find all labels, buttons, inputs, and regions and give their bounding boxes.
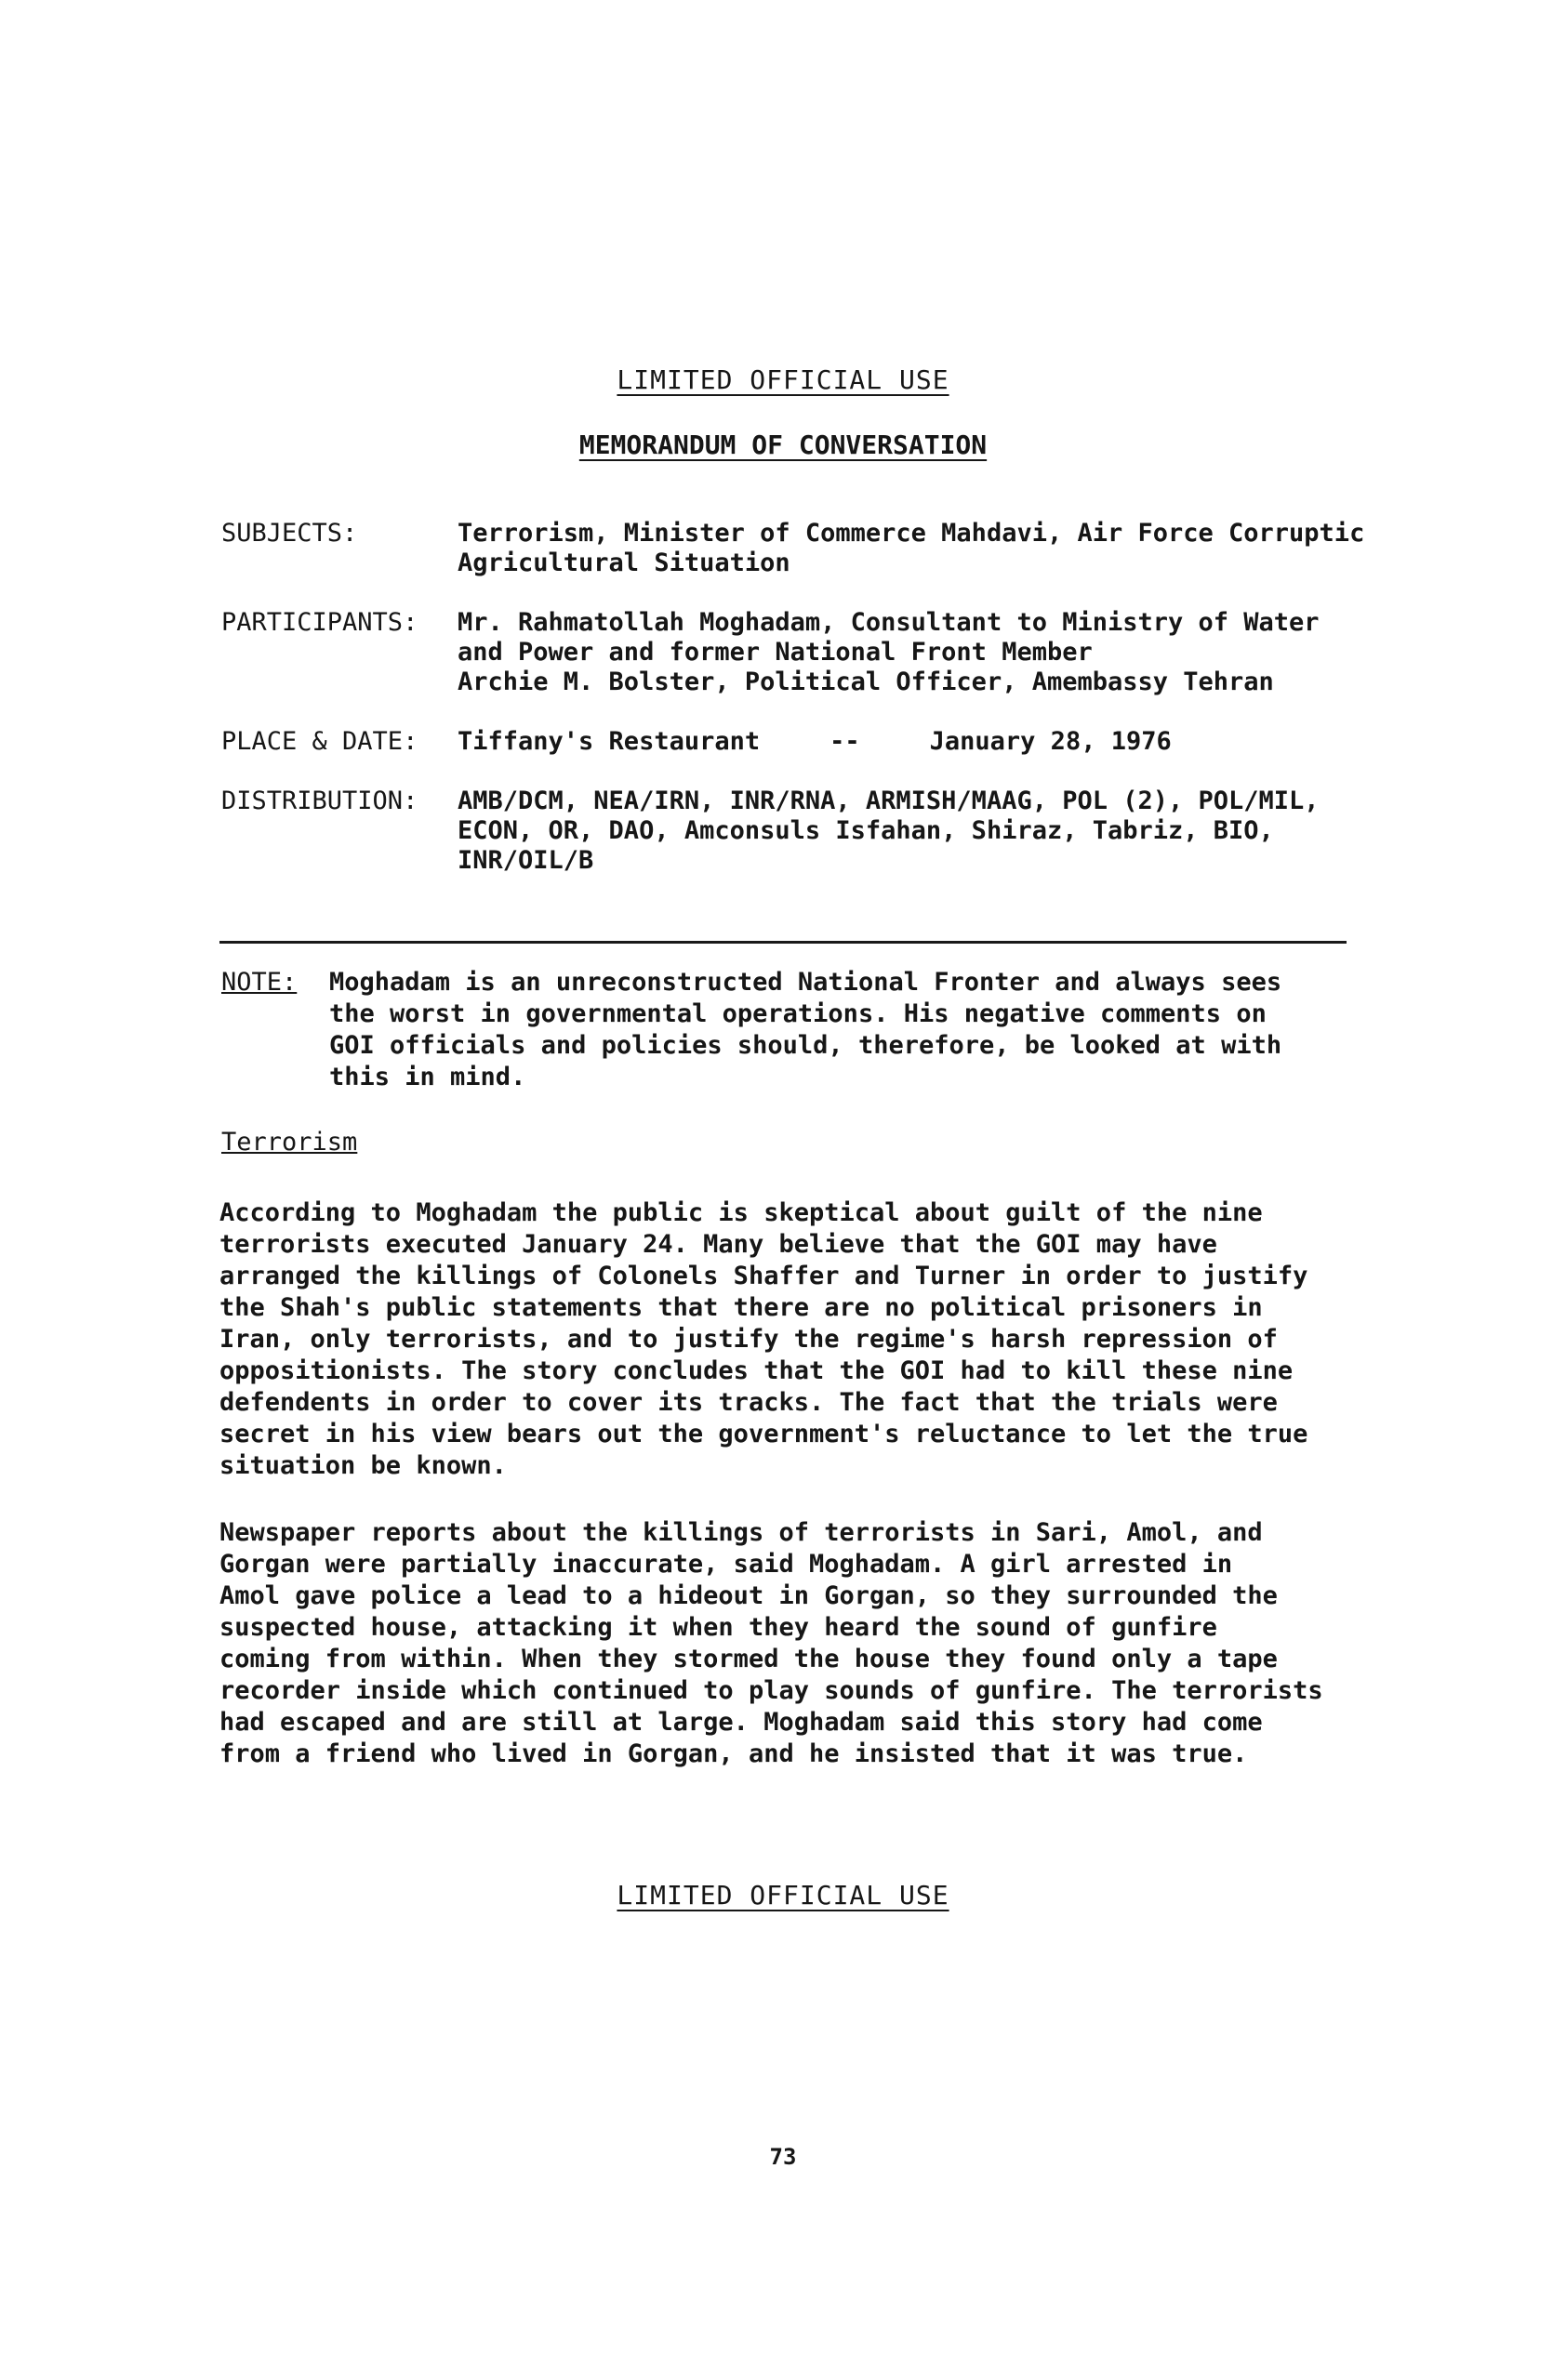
place-value: Tiffany's Restaurant [458,727,761,756]
paragraph-line: terrorists executed January 24. Many believe that the GOI may have [219,1230,1217,1259]
paragraph-line: had escaped and are still at large. Moghadam said this story had come [219,1708,1263,1737]
distribution-row [221,787,1421,876]
place-date-label: PLACE & DATE: [221,727,418,756]
distribution-label: DISTRIBUTION: [221,787,418,815]
paragraph-line: Amol gave police a lead to a hideout in Gorgan, so they surrounded the [219,1581,1278,1610]
paragraph-line: suspected house, attacking it when they heard the sound of gunfire [219,1613,1217,1642]
paragraph-line: coming from within. When they stormed the house they found only a tape [219,1645,1278,1673]
paragraph-line: situation be known. [219,1451,507,1480]
distribution-value [458,787,1421,876]
classification-marking-top: LIMITED OFFICIAL USE [617,364,949,395]
distribution-line: INR/OIL/B [458,846,594,875]
participants-label: PARTICIPANTS: [221,608,418,637]
note-body [329,967,1393,1093]
note-block [221,967,1393,1093]
participants-row [221,608,1421,697]
paragraph-line: the Shah's public statements that there are no political prisoners in [219,1293,1263,1322]
paragraph-line: According to Moghadam the public is skeptical about guilt of the nine [219,1198,1263,1227]
subjects-line: Terrorism, Minister of Commerce Mahdavi, Air Force Corruptic [458,519,1365,548]
date-value: January 28, 1976 [929,727,1172,756]
subjects-row [221,519,1421,578]
place-date-row [221,727,1421,757]
paragraph-line: Iran, only terrorists, and to justify the regime's harsh repression of [219,1325,1278,1354]
place-date-separator: -- [829,727,860,756]
participants-line: and Power and former National Front Member [458,638,1093,667]
note-label: NOTE: [221,968,298,997]
section-heading-terrorism: Terrorism [221,1128,358,1157]
note-line: the worst in governmental operations. His negative comments on [329,999,1267,1028]
note-line: Moghadam is an unreconstructed National Fronter and always sees [329,968,1282,997]
subjects-label: SUBJECTS: [221,519,358,548]
subjects-line: Agricultural Situation [458,549,790,577]
participants-line: Archie M. Bolster, Political Officer, Amembassy Tehran [458,668,1274,696]
paragraph-line: defendents in order to cover its tracks. The fact that the trials were [219,1388,1278,1417]
memo-header [221,519,1421,906]
distribution-line: AMB/DCM, NEA/IRN, INR/RNA, ARMISH/MAAG, POL (2), POL/MIL, [458,787,1320,815]
place-date-value [458,727,1421,757]
document-title: MEMORANDUM OF CONVERSATION [578,430,988,460]
paragraph-line: Newspaper reports about the killings of terrorists in Sari, Amol, and [219,1518,1263,1547]
distribution-line: ECON, OR, DAO, Amconsuls Isfahan, Shiraz, Tabriz, BIO, [458,816,1274,845]
body-paragraph-2 [219,1517,1382,1770]
page-number: 73 [769,2144,797,2170]
classification-marking-bottom: LIMITED OFFICIAL USE [617,1880,949,1911]
paragraph-line: Gorgan were partially inaccurate, said Moghadam. A girl arrested in [219,1550,1233,1579]
subjects-value [458,519,1421,578]
paragraph-line: arranged the killings of Colonels Shaffer and Turner in order to justify [219,1262,1308,1290]
participants-line: Mr. Rahmatollah Moghadam, Consultant to Ministry of Water [458,608,1320,637]
paragraph-line: from a friend who lived in Gorgan, and he insisted that it was true. [219,1739,1248,1768]
note-line: this in mind. [329,1063,526,1091]
note-line: GOI officials and policies should, therefore, be looked at with [329,1031,1282,1060]
paragraph-line: oppositionists. The story concludes that the GOI had to kill these nine [219,1356,1294,1385]
header-divider [219,941,1347,944]
body-paragraph-1 [219,1197,1382,1482]
paragraph-line: secret in his view bears out the government's reluctance to let the true [219,1420,1308,1448]
paragraph-line: recorder inside which continued to play sounds of gunfire. The terrorists [219,1676,1323,1705]
participants-value [458,608,1421,697]
